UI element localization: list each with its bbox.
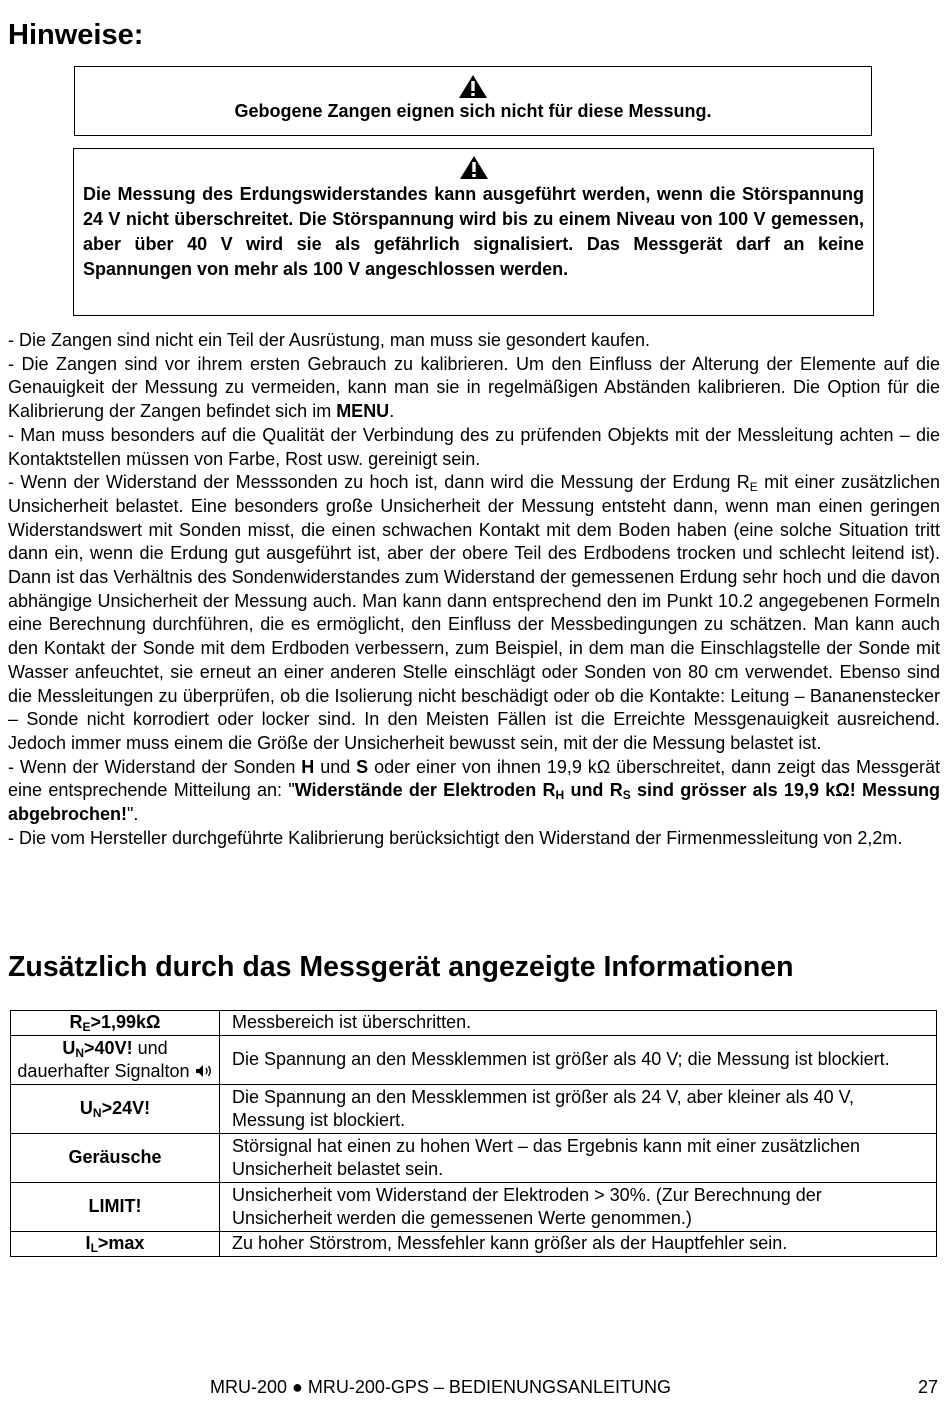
table-row [11, 1036, 937, 1085]
notes-list [8, 329, 940, 850]
error-message: Widerstände der Elektroden $R_H$ und $R_S$ sind grösser als 19,9 kΩ! Messung abgebrochen! [8, 780, 940, 825]
message-cell: $I_L>\max$ [11, 1232, 220, 1257]
description-cell: Messbereich ist überschritten. [220, 1011, 937, 1036]
warning-text: Gebogene Zangen eignen sich nicht für diese Messung. [234, 101, 712, 121]
warning-text: Die Messung des Erdungswiderstandes kann ausgeführt werden, wenn die Störspannung 24 V nicht überschreitet. Die Störspannung wird bis zu einem Niveau von 100 V gemessen, aber über 40 V wird sie als gefährlich signalisiert. Das Messgerät darf an keine Spannungen von mehr als 100 V angeschlossen werden. [83, 184, 864, 279]
note-item: - Die Zangen sind nicht ein Teil der Ausrüstung, man muss sie gesondert kaufen. [8, 330, 651, 350]
note-item: - Wenn der Widerstand der Messsonden zu hoch ist, dann wird die Messung der Erdung $R_E$ mit einer zusätzlichen Unsicherheit belastet. Eine besonders große Unsicherheit der Messung entsteht dann, wenn man einen geringen Widerstandswert mit Sonden misst, die einen schwachen Kontakt mit dem Boden haben (eine solche Situation tritt dann ein, wenn die Erdung gut ausgeführt ist, aber der obere Teil des Erdbodens trocken und schlecht leitend ist). Dann ist das Verhältnis des Sondenwiderstandes zum Widerstand der gemessenen Erdung sehr hoch und die davon abhängige Unsicherheit der Messung auch. Man kann dann entsprechend den im Punkt 10.2 angegebenen Formeln eine Berechnung durchführen, die es ermöglicht, den Einfluss der Messbedingungen zu schätzen. Man kann auch den Kontakt der Sonde mit dem Erdboden verbessern, zum Beispiel, in dem man die Einschlagstelle der Sonde mit Wasser anfeuchtet, sie erneut an einer anderen Stelle einschlägt oder Sonden von 80 cm verwendet. Ebenso sind die Messleitungen zu überprüfen, ob die Isolierung nicht beschädigt oder ob die Kontakte: Leitung – Bananenstecker – Sonde nicht korrodiert oder locker sind. In den Meisten Fällen ist die Erreichte Messgenauigkeit ausreichend. Jedoch immer muss einem die Größe der Unsicherheit bewusst sein, mit der die Messung belastet ist. [8, 472, 940, 753]
description-cell: Zu hoher Störstrom, Messfehler kann größer als der Hauptfehler sein. [220, 1232, 937, 1257]
footer-text: MRU-200 ● MRU-200-GPS – BEDIENUNGSANLEITUNG [210, 1377, 671, 1397]
description-cell: Die Spannung an den Messklemmen ist größer als 24 V, aber kleiner als 40 V, Messung ist blockiert. [220, 1085, 937, 1134]
table-row [11, 1011, 937, 1036]
section-title: Zusätzlich durch das Messgerät angezeigte Informationen [8, 951, 794, 983]
note-item: - Die vom Hersteller durchgeführte Kalibrierung berücksichtigt den Widerstand der Firmenmessleitung von 2,2m. [8, 827, 903, 848]
description-cell: Unsicherheit vom Widerstand der Elektroden > 30%. (Zur Berechnung der Unsicherheit werden die gemessenen Werte genommen.) [220, 1183, 937, 1232]
message-cell: $R_E>1,99k\Omega$ [11, 1011, 220, 1036]
message-cell: $U_N>24V$! [11, 1085, 220, 1134]
menu-label: MENU [336, 401, 390, 422]
table-row [11, 1183, 937, 1232]
message-cell: Geräusche [11, 1134, 220, 1183]
warning-box [73, 148, 874, 316]
page-number: 27 [917, 1377, 938, 1397]
warning-triangle-icon [458, 74, 488, 99]
warning-triangle-icon [459, 155, 489, 180]
description-cell: Die Spannung an den Messklemmen ist größer als 40 V; die Messung ist blockiert. [220, 1036, 937, 1085]
table-row [11, 1232, 937, 1257]
speaker-icon [195, 1064, 213, 1078]
info-table [10, 1010, 937, 1257]
message-cell: $U_N>40V$! und dauerhafter Signalton [11, 1036, 220, 1085]
table-row [11, 1134, 937, 1183]
page-title: Hinweise: [8, 19, 144, 51]
table-row [11, 1085, 937, 1134]
warning-box [74, 66, 872, 136]
note-item: - Man muss besonders auf die Qualität der Verbindung des zu prüfenden Objekts mit der Messleitung achten – die Kontaktstellen müssen von Farbe, Rost usw. gereinigt sein. [8, 424, 940, 469]
description-cell: Störsignal hat einen zu hohen Wert – das Ergebnis kann mit einer zusätzlichen Unsicherheit belastet sein. [220, 1134, 937, 1183]
note-item: - Die Zangen sind vor ihrem ersten Gebrauch zu kalibrieren. Um den Einfluss der Alterung der Elemente auf die Genauigkeit der Messung zu vermeiden, kann man sie in regelmäßigen Abständen kalibrieren. Die Option für die Kalibrierung der Zangen befindet sich im MENU. [8, 353, 940, 422]
note-item: - Wenn der Widerstand der Sonden H und S oder einer von ihnen 19,9 kΩ überschreitet, dann zeigt das Messgerät eine entsprechende Mitteilung an: "Widerstände der Elektroden $R_H$ und $R_S$ sind grösser als 19,9 kΩ! Messung abgebrochen!". [8, 756, 940, 825]
message-cell: LIMIT! [11, 1183, 220, 1232]
